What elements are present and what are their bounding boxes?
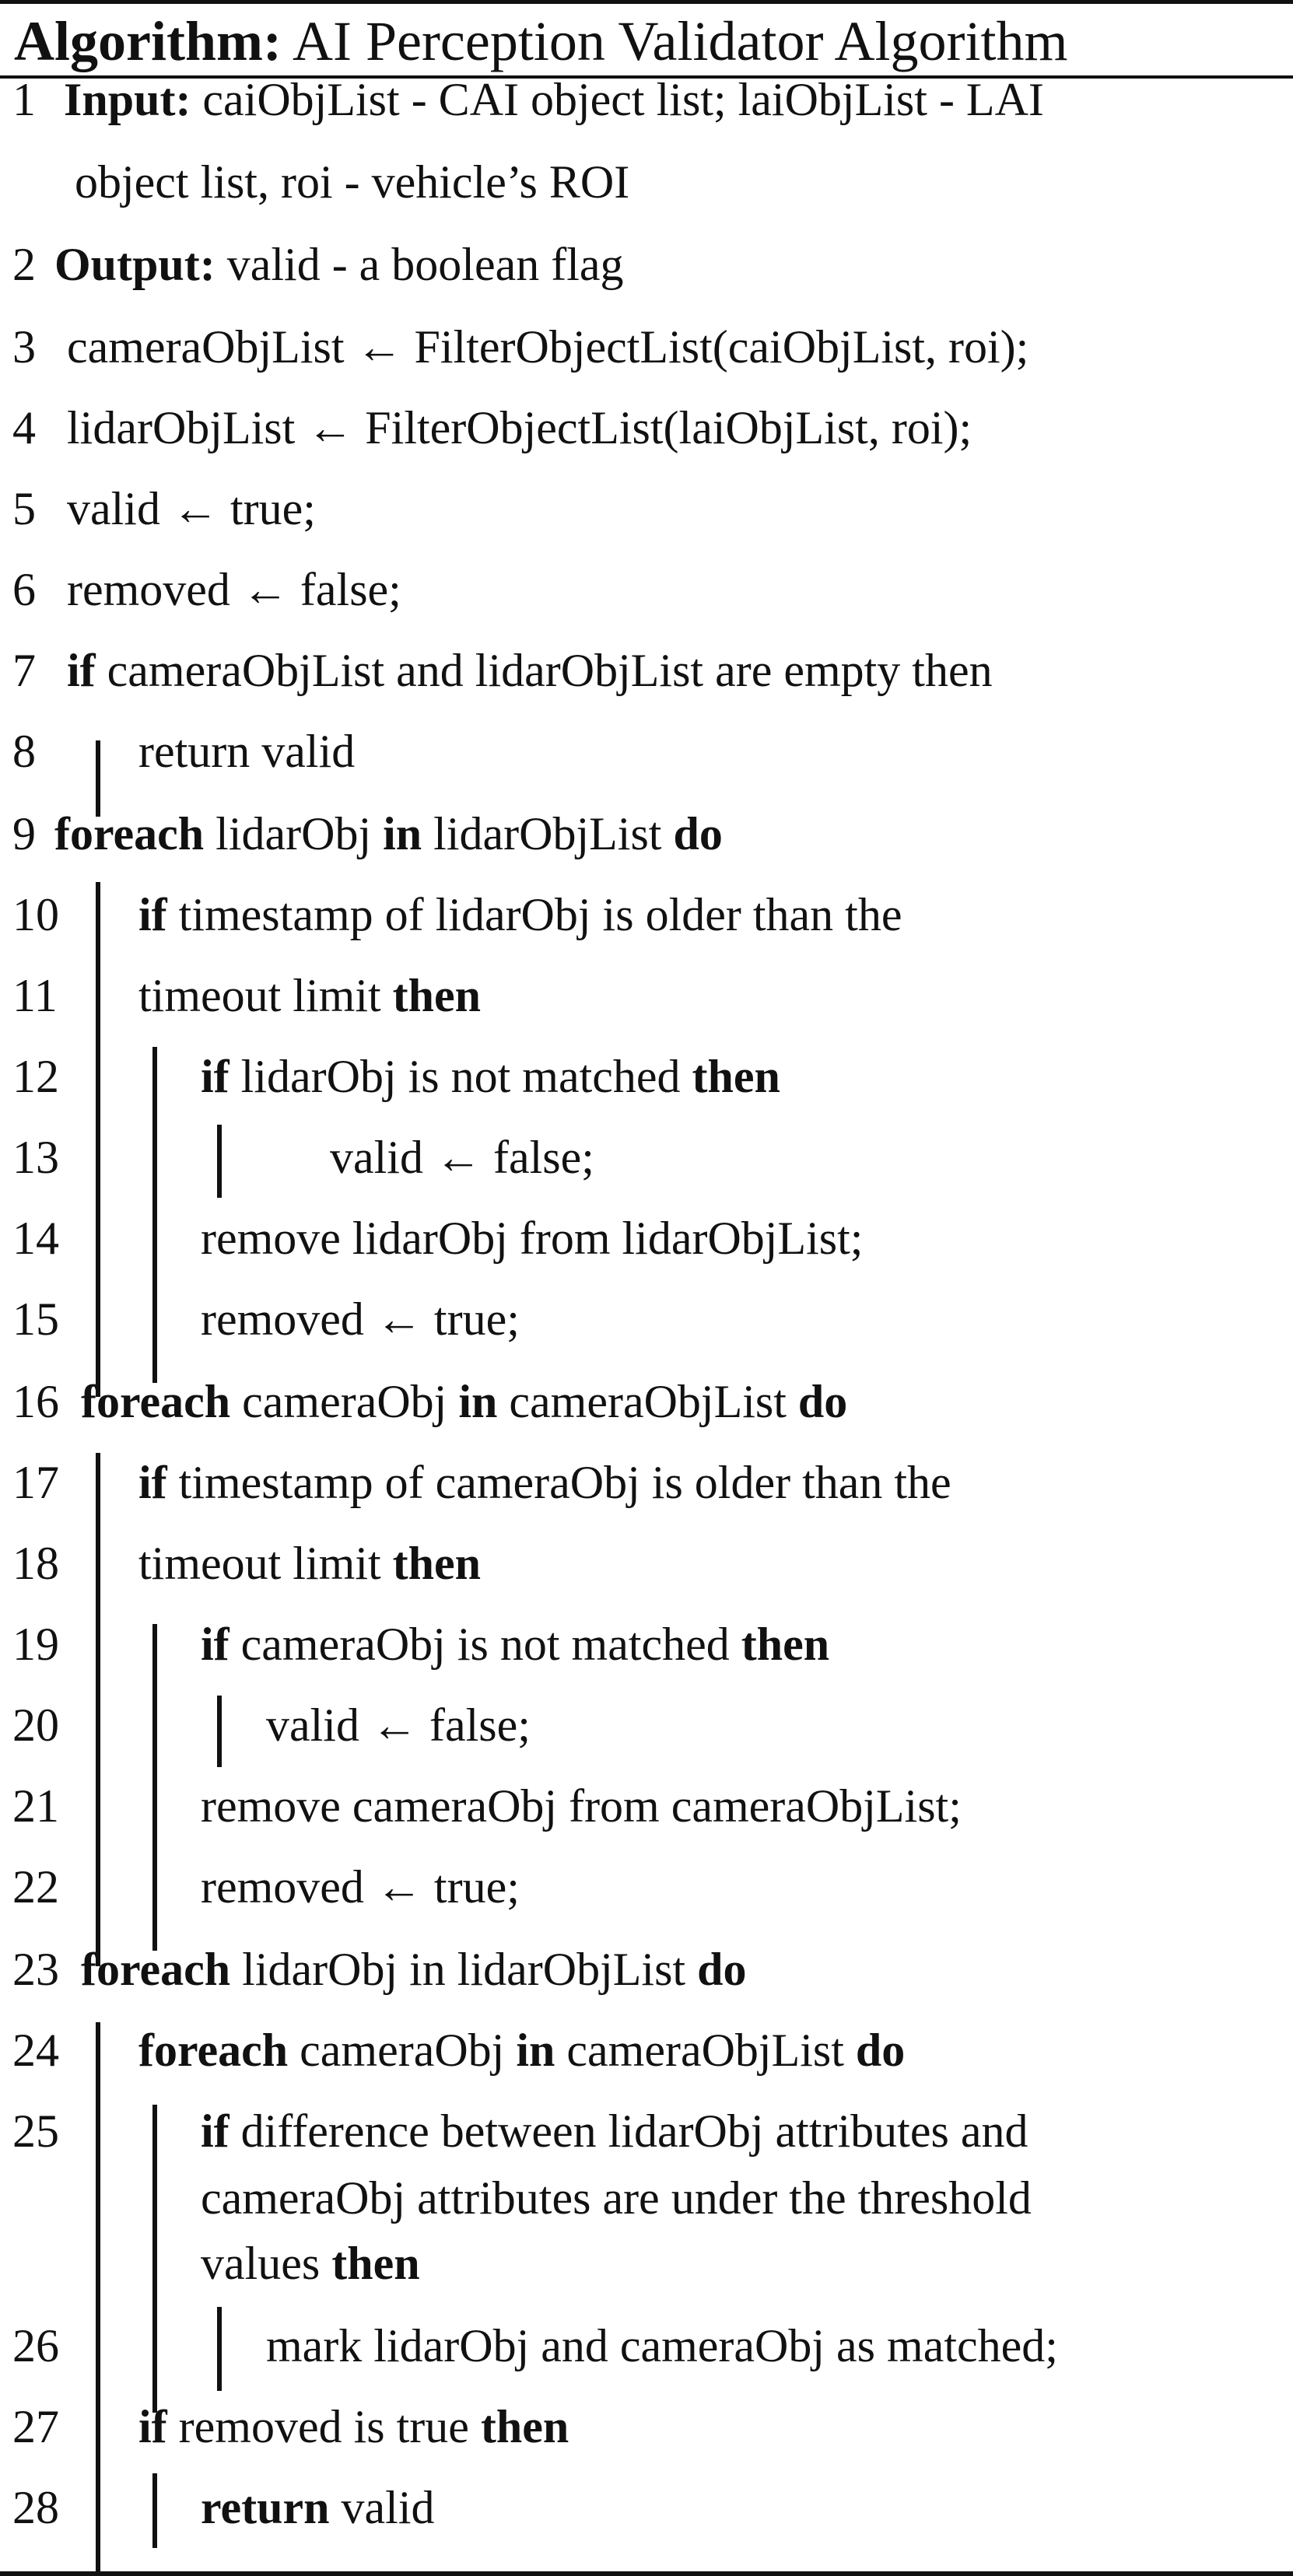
line-text (201, 1776, 962, 1836)
keyword: foreach (138, 2025, 289, 2076)
keyword: if (201, 1619, 230, 1670)
line-number: 9 (12, 808, 36, 859)
line-number: 14 (12, 1213, 59, 1264)
line-text (67, 641, 993, 700)
line-text (54, 235, 624, 294)
keyword: Output: (54, 239, 216, 290)
line-number: 28 (12, 2482, 59, 2533)
keyword: if (201, 1051, 230, 1102)
code-text: cameraObjList ← FilterObjectList(caiObjList, roi); (67, 321, 1029, 373)
code-text: return valid (138, 726, 356, 777)
line-number: 18 (12, 1538, 59, 1589)
line-number: 23 (12, 1944, 59, 1995)
line-text (75, 152, 629, 212)
code-text: valid ← true; (67, 483, 316, 534)
keyword: foreach (81, 1944, 231, 1995)
keyword: Input: (64, 74, 191, 125)
block-bar-if-not-matched-camera (217, 1696, 222, 1767)
keyword: do (673, 808, 723, 859)
code-text: timeout limit (138, 970, 393, 1021)
line-text (201, 1209, 863, 1268)
keyword: if (138, 889, 167, 940)
keyword: in (458, 1376, 498, 1427)
line-text (81, 1372, 847, 1431)
keyword: then (480, 2401, 569, 2452)
block-bar-if-not-matched-lidar (217, 1125, 222, 1198)
line-text (266, 1696, 531, 1755)
code-text: cameraObjList (497, 1376, 798, 1427)
keyword: if (201, 2105, 230, 2157)
code-text: cameraObj (288, 2025, 517, 2076)
line-text (54, 804, 723, 863)
keyword: if (138, 1457, 167, 1508)
keyword: then (692, 1051, 780, 1102)
line-number: 26 (12, 2320, 59, 2371)
line-number: 22 (12, 1861, 59, 1913)
line-number: 25 (12, 2105, 59, 2157)
keyword: in (516, 2025, 555, 2076)
code-text: remove lidarObj from lidarObjList; (201, 1213, 864, 1264)
keyword: foreach (54, 808, 205, 859)
line-text (138, 885, 902, 944)
line-number: 10 (12, 889, 59, 940)
line-number: 27 (12, 2401, 59, 2452)
line-number: 6 (12, 564, 36, 615)
line-text (201, 2478, 435, 2537)
code-text: removed ← false; (67, 564, 401, 615)
line-text (81, 1940, 746, 1999)
code-text: caiObjList - CAI object list; laiObjList - LAI (191, 74, 1044, 125)
block-bar-foreach-camera (96, 1453, 100, 1966)
code-text: lidarObjList (422, 808, 674, 859)
keyword: do (797, 1376, 848, 1427)
line-text (138, 2021, 905, 2080)
line-text (64, 70, 1044, 129)
keyword: then (392, 970, 482, 1021)
block-bar-if-threshold (217, 2307, 222, 2391)
line-number: 20 (12, 1699, 59, 1751)
code-text: removed ← true; (201, 1293, 520, 1345)
keyword: foreach (81, 1376, 231, 1427)
line-number: 4 (12, 402, 36, 453)
line-text (201, 1290, 520, 1349)
line-text (67, 479, 316, 538)
code-text: valid (329, 2482, 435, 2533)
code-text: cameraObjList and lidarObjList are empty then (95, 645, 993, 696)
code-text: valid ← false; (266, 1699, 531, 1751)
bottom-rule (0, 2571, 1293, 2576)
algorithm-title: AI Perception Validator Algorithm (292, 10, 1068, 72)
line-text (201, 1857, 520, 1916)
line-number: 13 (12, 1132, 59, 1183)
code-text: removed is true (166, 2401, 481, 2452)
line-text (67, 398, 972, 457)
line-number: 1 (12, 74, 36, 125)
line-text (330, 1128, 594, 1187)
line-text (67, 317, 1028, 376)
line-text (138, 1453, 951, 1512)
algorithm-label: Algorithm: (14, 10, 282, 72)
line-number: 7 (12, 645, 36, 696)
line-text (201, 2102, 1028, 2161)
line-number: 11 (12, 970, 58, 1021)
line-number: 24 (12, 2025, 59, 2076)
line-number: 19 (12, 1619, 59, 1670)
line-text (138, 966, 481, 1025)
line-text (67, 560, 401, 619)
block-bar-if-removed (152, 2473, 157, 2548)
line-text (201, 2168, 1032, 2228)
keyword: if (138, 2401, 167, 2452)
line-text (138, 2397, 569, 2456)
algorithm-caption (14, 6, 1067, 76)
code-text: lidarObj is not matched (229, 1051, 692, 1102)
code-text: lidarObj in lidarObjList (230, 1944, 698, 1995)
keyword: then (392, 1538, 482, 1589)
code-text: difference between lidarObj attributes and (229, 2105, 1028, 2157)
code-text: timestamp of lidarObj is older than the (166, 889, 902, 940)
code-text: valid - a boolean flag (215, 239, 624, 290)
code-text: cameraObj attributes are under the threshold (201, 2172, 1032, 2224)
keyword: in (383, 808, 422, 859)
code-text: valid ← false; (330, 1132, 594, 1183)
line-text (201, 2234, 420, 2293)
line-text (138, 722, 355, 781)
code-text: mark lidarObj and cameraObj as matched; (266, 2320, 1058, 2371)
code-text: cameraObjList (555, 2025, 856, 2076)
line-number: 2 (12, 239, 36, 290)
block-bar-if-timeout-lidar (152, 1047, 157, 1383)
block-bar-if-timeout-camera (152, 1624, 157, 1951)
code-text: timeout limit (138, 1538, 393, 1589)
code-text: values (201, 2238, 332, 2289)
line-number: 5 (12, 483, 36, 534)
line-number: 15 (12, 1293, 59, 1345)
line-number: 16 (12, 1376, 59, 1427)
keyword: then (331, 2238, 420, 2289)
keyword: if (67, 645, 96, 696)
code-text: cameraObj (230, 1376, 459, 1427)
line-number: 21 (12, 1780, 59, 1832)
code-text: lidarObj (204, 808, 384, 859)
code-text: cameraObj is not matched (229, 1619, 741, 1670)
block-bar-foreach-camera-match (152, 2105, 157, 2413)
line-number: 12 (12, 1051, 59, 1102)
code-text: lidarObjList ← FilterObjectList(laiObjList, roi); (67, 402, 972, 453)
line-number: 3 (12, 321, 36, 373)
keyword: do (697, 1944, 747, 1995)
keyword: then (741, 1619, 830, 1670)
top-rule (0, 0, 1293, 4)
line-text (201, 1047, 780, 1106)
code-text: removed ← true; (201, 1861, 520, 1913)
block-bar-foreach-lidar (96, 882, 100, 1397)
line-number: 17 (12, 1457, 59, 1508)
line-text (201, 1615, 829, 1674)
keyword: do (855, 2025, 906, 2076)
line-text (266, 2316, 1058, 2375)
line-text (138, 1534, 481, 1593)
code-text: object list, roi - vehicle’s ROI (75, 156, 630, 208)
block-bar-foreach-lidar-match (96, 2022, 100, 2571)
code-text: remove cameraObj from cameraObjList; (201, 1780, 962, 1832)
code-text: timestamp of cameraObj is older than the (166, 1457, 951, 1508)
line-number: 8 (12, 726, 36, 777)
keyword: return (201, 2482, 330, 2533)
